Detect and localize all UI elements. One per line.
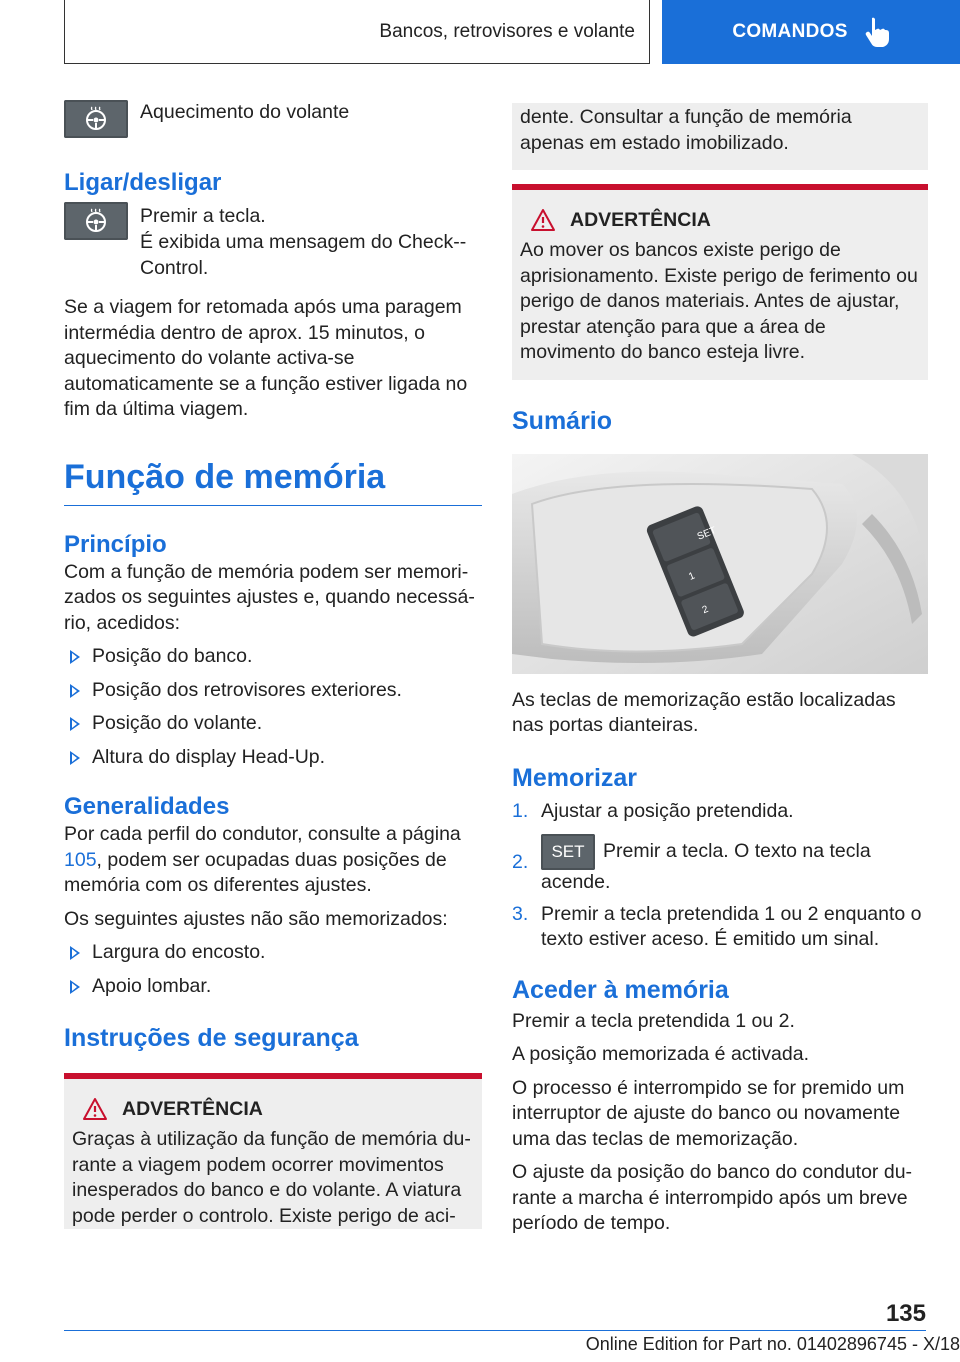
warning-text: Ao mover os bancos existe perigo de aprisionamento. Existe perigo de ferimento ou perigo de danos materiais. Antes de ajustar, prestar atenção para que a área de movimento do banco esteja livre. [520,239,918,363]
triangle-bullet-icon [70,650,80,664]
memory-heading-block [64,457,482,506]
list-item-text: Posição do volante. [92,712,263,734]
general-text-a: Por cada perfil do condutor, consulte a página [64,823,461,845]
left-column [64,100,482,1229]
page-number: 135 [885,1300,926,1327]
onoff-message-text: É exibida uma mensagem do Check--Control. [140,231,467,279]
photo-key-1: 1 [687,569,697,583]
store-steps [512,799,928,953]
steering-heat-row [64,100,482,138]
warning-title-row [520,208,920,232]
general-text-b: , podem ser ocupadas duas posições de memória com os diferentes ajustes. [64,848,447,896]
access-paragraph-2: A posição memorizada é activada. [512,1043,809,1065]
step-number: 3. [512,902,529,925]
summary-heading: Sumário [512,406,613,435]
warning-triangle-icon [82,1097,108,1121]
right-column [512,103,928,1237]
list-item-text: Apoio lombar. [92,974,212,997]
triangle-bullet-icon [70,684,80,698]
warning-title: ADVERTÊNCIA [122,1097,263,1120]
photo-key-set: SET [695,524,718,543]
safety-heading: Instruções de segurança [64,1024,359,1052]
list-item [64,940,482,966]
general-paragraph-1 [64,822,482,899]
list-item [64,745,482,771]
general-heading: Generalidades [64,793,230,820]
list-item [64,974,482,1000]
principle-list [64,644,482,770]
list-item [512,834,928,896]
hand-pointer-icon [862,16,890,48]
principle-heading: Princípio [64,530,167,558]
step-text: Premir a tecla pretendida 1 ou 2 enquanto o texto estiver aceso. É emitido um sinal. [541,902,922,950]
summary-paragraph: As teclas de memorização estão localizadas nas portas dianteiras. [512,688,896,736]
warning-box-1-continued [512,103,928,170]
list-item-text: Posição do banco. [92,645,253,667]
warning-box-1 [64,1073,482,1229]
photo-key-2: 2 [700,603,710,616]
list-item [64,711,482,737]
set-key-button: SET [541,834,595,870]
steering-wheel-heat-icon [83,208,109,234]
memory-heading: Função de memória [64,457,386,496]
warning-title-row [72,1097,474,1121]
onoff-heading: Ligar/desligar [64,169,222,196]
steering-heat-label: Aquecimento do volante [140,101,350,123]
access-paragraph-1: Premir a tecla pretendida 1 ou 2. [512,1009,795,1032]
warning-title: ADVERTÊNCIA [570,208,711,231]
triangle-bullet-icon [70,980,80,994]
general-paragraph-2: Os seguintes ajustes não são memorizados: [64,907,448,930]
warning-triangle-icon [530,208,556,232]
step-text: Ajustar a posição pretendida. [541,799,794,822]
steering-heat-button-image [64,100,128,138]
triangle-bullet-icon [70,751,80,765]
access-paragraph-3: O processo é interrompido se for premido um interruptor de ajuste do banco ou novamente uma das teclas de memorização. [512,1076,905,1150]
warning-text: Graças à utilização da função de memória durante a viagem podem ocorrer movimentos inesperados do banco e do volante. A viatura pode perder o controlo. Existe perigo de aci- [72,1128,471,1227]
resume-paragraph: Se a viagem for retomada após uma paragem intermédia dentro de aprox. 15 minutos, o aquecimento do volante activa-se automaticamente se a função estiver ligada no fim da última viagem. [64,296,468,420]
list-item [512,799,928,825]
list-item-text: Altura do display Head-Up. [92,745,326,768]
list-item-text: Largura do encosto. [92,941,266,963]
list-item-text: Posição dos retrovisores exteriores. [92,678,402,701]
header-chapter-label: COMANDOS [732,21,848,42]
general-list [64,940,482,999]
list-item [64,644,482,670]
principle-paragraph: Com a função de memória podem ser memorizados os seguintes ajustes e, quando necessário, acedidos: [64,560,475,634]
footer-divider [64,1330,926,1331]
onoff-step: Premir a tecla. [140,205,266,227]
triangle-bullet-icon [70,946,80,960]
header-section-title [64,0,650,64]
list-item [512,902,928,953]
access-heading: Aceder à memória [512,975,729,1004]
step-number: 1. [512,799,529,822]
header-section-label: Bancos, retrovisores e volante [379,20,635,42]
warning-box-2 [512,184,928,380]
steering-heat-button-image-2 [64,202,128,240]
store-heading: Memorizar [512,763,638,792]
triangle-bullet-icon [70,717,80,731]
steering-wheel-heat-icon [83,106,109,132]
edition-note: Online Edition for Part no. 01402896745 - X/18 [585,1334,960,1354]
header-chapter-tab[interactable] [662,0,960,64]
step-text: Premir a tecla. O texto na tecla acende. [541,840,871,893]
page-reference-link[interactable]: 105 [64,848,97,871]
access-paragraph-4: O ajuste da posição do banco do condutor durante a marcha é interrompido após um breve período de tempo. [512,1161,913,1234]
warning-text-continued: dente. Consultar a função de memória apenas em estado imobilizado. [520,106,852,154]
step-number: 2. [512,851,529,873]
list-item [64,678,482,704]
door-memory-buttons-photo [512,454,928,674]
